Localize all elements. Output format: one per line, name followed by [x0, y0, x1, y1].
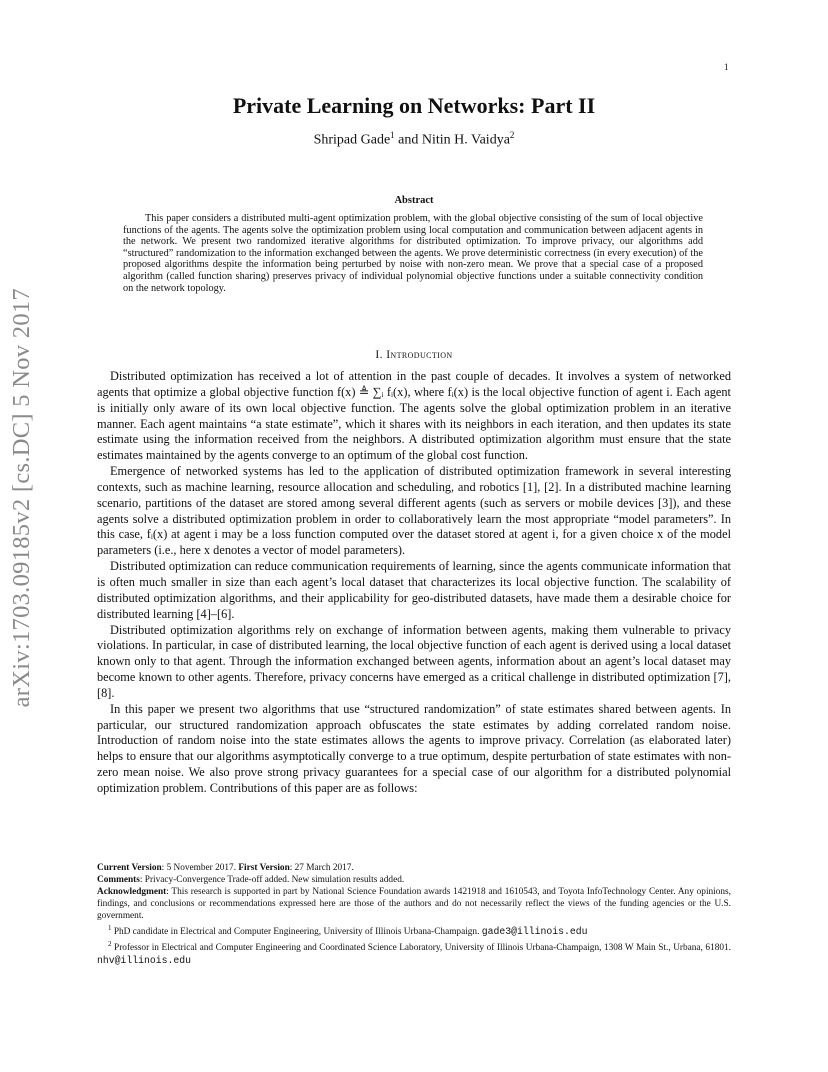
paragraph-4: Distributed optimization algorithms rely on exchange of information between agents, making them vulnerable to privacy violations. In particular, in case of distributed learning, the local objective function of each agent is derived using a local dataset known only to that agent. Through the information exchanged between agents, information about an agent’s local dataset may become known to other agents. Therefore, privacy concerns have emerged as a critical challenge in distributed optimization [7], [8]. [97, 622, 731, 700]
first-version-value: : 27 March 2017. [289, 863, 354, 873]
abstract-text: This paper considers a distributed multi-agent optimization problem, with the global objective consisting of the sum of local objective functions of the agents. The agents solve the optimization problem using local computation and communication between adjacent agents in the network. We present two randomized iterative algorithms for distributed optimization. To improve privacy, our algorithms add “structured” randomization to the information exchanged between the agents. We prove deterministic correctness (in every execution) of the proposed algorithms despite the information being perturbed by noise with non-zero mean. We prove that a special case of a proposed algorithm (called function sharing) preserves privacy of individual polynomial objective functions under a suitable connectivity condition on the network topology. [123, 213, 703, 294]
version-label: Current Version [97, 863, 162, 873]
first-version-label: First Version [238, 863, 290, 873]
comments-value: : Privacy-Convergence Trade-off added. New simulation results added. [139, 874, 405, 885]
paragraph-1: Distributed optimization has received a lot of attention in the past couple of decades. It involves a system of networked agents that optimize a global objective function f(x) ≜ ∑ᵢ fᵢ(x), where fᵢ(x) is the local objective function of agent i. Each agent is initially only aware of its own local objective function. The agents solve the global optimization problem in an iterative manner. Each agent maintains “a state estimate”, which it shares with its neighbors in each iteration, and then updates its state estimate using the information received from the neighbors. A distributed optimization algorithm must ensure that the state estimates maintained by the agents converge to an optimum of the global cost function. [97, 369, 731, 463]
footnotes [97, 863, 731, 967]
comments-label: Comments [97, 874, 140, 885]
author-2-mark: 2 [509, 130, 515, 140]
footnote-1-text: PhD candidate in Electrical and Computer Engineering, University of Illinois Urbana-Champaign. [111, 926, 482, 937]
version-value: : 5 November 2017. [161, 863, 239, 873]
footnote-1-mark: 1 [108, 923, 112, 932]
author-1-mark: 1 [390, 130, 395, 140]
footnote-2-text: Professor in Electrical and Computer Engineering and Coordinated Science Laboratory, University of Illinois Urbana-Champaign, 1308 W Main St., Urbana, 61801. [111, 942, 731, 953]
version-note [97, 863, 731, 875]
arxiv-identifier: arXiv:1703.09185v2 [cs.DC] 5 Nov 2017 [8, 288, 35, 708]
footnote-2-mark: 2 [108, 939, 112, 948]
author-1-name: Shripad Gade [313, 132, 391, 148]
paragraph-5: In this paper we present two algorithms that use “structured randomization” of state estimates shared between agents. In particular, our structured randomization approach obfuscates the state estimates by adding correlated random noise. Introduction of random noise into the state estimates allows the agents to improve privacy. Correlation (as elaborated later) helps to ensure that our algorithms asymptotically converge to a true optimum, despite perturbation of state estimates with non-zero mean noise. We also prove strong privacy guarantees for a special case of our algorithm for a distributed polynomial optimization problem. Contributions of this paper are as follows: [97, 701, 731, 795]
author-2-name: Nitin H. Vaidya [421, 132, 510, 148]
acknowledgment-note [97, 887, 731, 923]
acknowledgment-value: : This research is supported in part by National Science Foundation awards 1421918 and 1610543, and Toyota InfoTechnology Center. Any opinions, findings, and conclusions or recommendations expressed here are those of the authors and do not necessarily reflect the views of the funding agencies or the U.S. government. [97, 886, 731, 921]
section-number: I. [375, 349, 387, 361]
paragraph-3: Distributed optimization can reduce communication requirements of learning, since the agents communicate information that is often much smaller in size than each agent’s local dataset that characterizes its local objective function. The scalability of distributed optimization algorithms, and their applicability for geo-distributed datasets, have made them a desirable choice for distributed learning [4]–[6]. [97, 559, 731, 621]
acknowledgment-label: Acknowledgment [97, 886, 167, 897]
paper-title: Private Learning on Networks: Part II [232, 93, 596, 118]
author-line [0, 130, 828, 149]
page-number: 1 [724, 62, 729, 72]
footnote-1 [97, 923, 731, 939]
author-connector: and [394, 132, 422, 148]
introduction-body [97, 369, 731, 797]
abstract-heading: Abstract [394, 195, 434, 206]
footnote-2 [97, 939, 731, 968]
footnote-1-email: gade3@illinois.edu [481, 925, 588, 937]
paragraph-2: Emergence of networked systems has led to the application of distributed optimization framework in several interesting contexts, such as machine learning, resource allocation and scheduling, and robotics [1], [2]. In a distributed machine learning scenario, partitions of the dataset are stored among several different agents (such as servers or mobile devices [3]), and these agents solve a distributed optimization problem in order to collaboratively learn the most appropriate “model parameters”. In this case, fᵢ(x) at agent i may be a loss function computed over the dataset stored at agent i, for a given choice x of the model parameters (i.e., here x denotes a vector of model parameters). [97, 464, 731, 558]
comments-note [97, 875, 731, 887]
section-title: Introduction [386, 349, 453, 361]
footnote-2-email: nhv@illinois.edu [97, 954, 192, 966]
section-heading [0, 349, 828, 361]
